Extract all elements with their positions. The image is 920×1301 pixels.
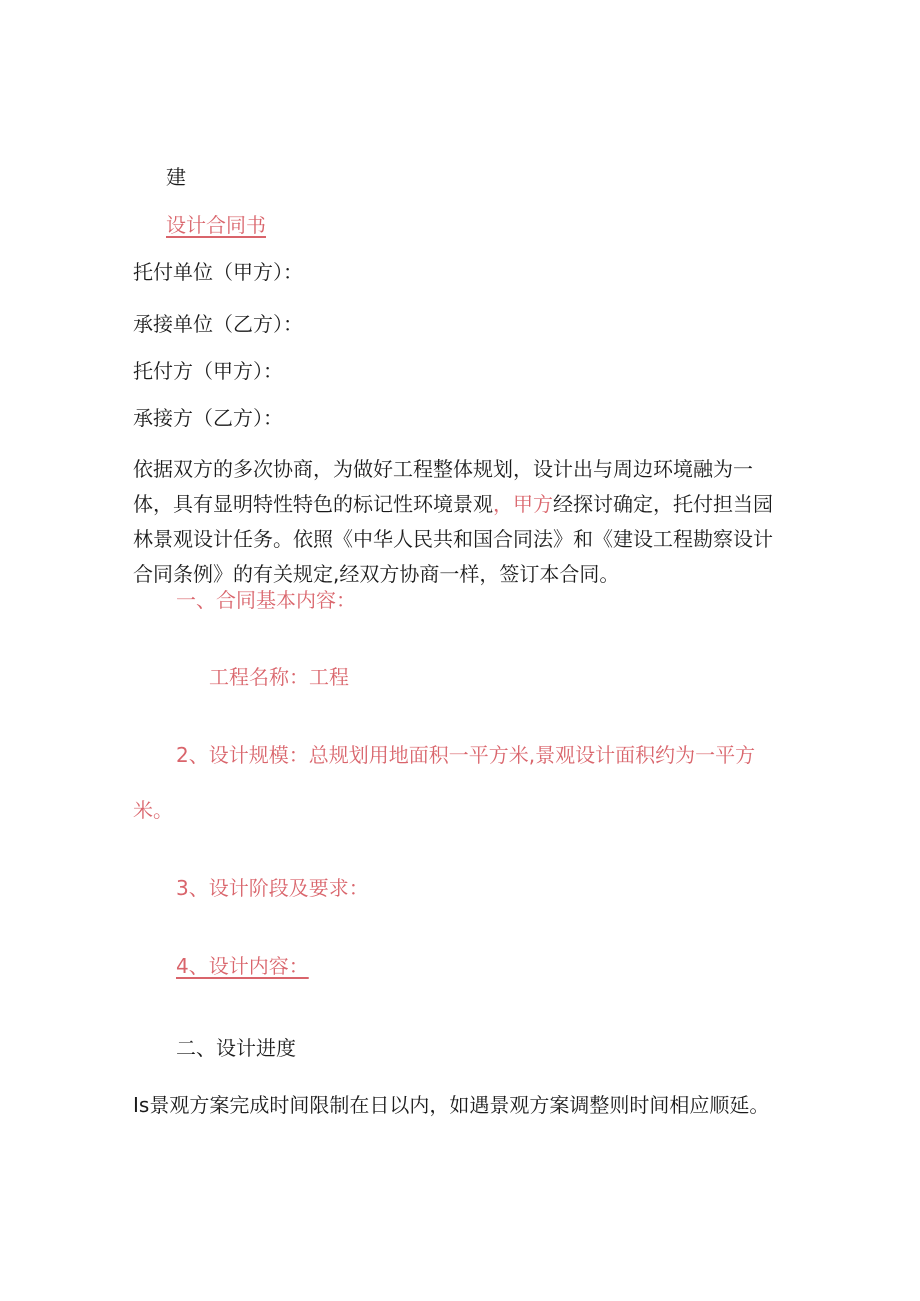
intro-text-2: 经探讨确定，托付担当园林景观设计任务。依照《中华人民共和国合同法》和《建设工程勘察设计合同条例》的有关规定,经双方协商一样，签订本合同。 (133, 492, 773, 586)
party-a-unit-label: 托付单位（甲方）： (133, 260, 303, 284)
schedule-line: Is景观方案完成时间限制在日以内，如遇景观方案调整则时间相应顺延。 (133, 1093, 770, 1117)
item-design-content: 4、设计内容： (176, 954, 309, 978)
party-b-unit-label: 承接单位（乙方）： (133, 312, 303, 336)
heading-top: 建 (166, 165, 186, 189)
party-b-label: 承接方（乙方）： (133, 406, 283, 430)
item-design-scale-cont: 米。 (133, 798, 173, 822)
item-design-scale: 2、设计规模：总规划用地面积一平方米,景观设计面积约为一平方 (176, 743, 756, 767)
item-project-name: 工程名称：工程 (209, 665, 349, 689)
intro-highlight: ，甲方 (493, 492, 553, 516)
intro-paragraph (133, 452, 783, 592)
section-1-title: 一、合同基本内容： (176, 588, 356, 612)
section-2-title: 二、设计进度 (176, 1036, 296, 1060)
item-design-stage: 3、设计阶段及要求： (176, 876, 369, 900)
party-a-label: 托付方（甲方）： (133, 359, 283, 383)
intro-text-1: 依据双方的多次协商，为做好工程整体规划，设计出与周边环境融为一体，具有显明特性特色的标记性环境景观 (133, 457, 753, 516)
contract-title: 设计合同书 (166, 213, 266, 237)
